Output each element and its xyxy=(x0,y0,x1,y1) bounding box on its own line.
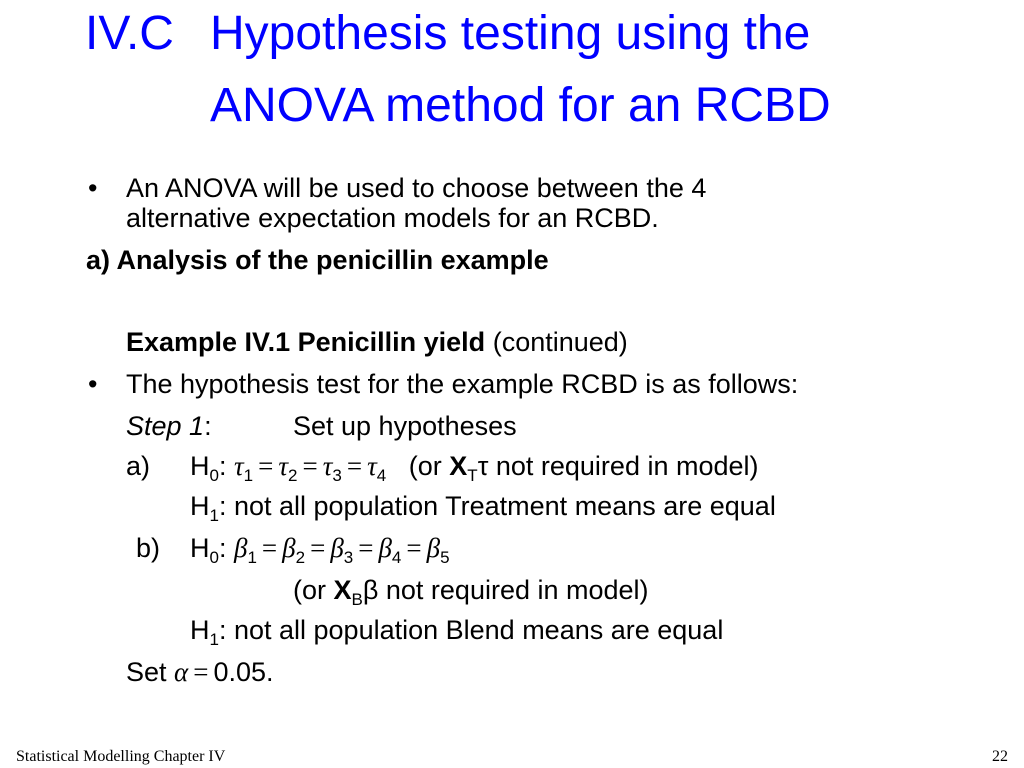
bullet2-text: The hypothesis test for the example RCBD is as follows: xyxy=(126,369,799,399)
page-title-line-2: ANOVA method for an RCBD xyxy=(210,79,831,132)
page-title-line-1: Hypothesis testing using the xyxy=(210,7,811,60)
hyp-a-label: a) xyxy=(126,451,151,481)
alpha-line: Set α = 0.05. xyxy=(126,657,274,687)
step-text: Set up hypotheses xyxy=(293,411,517,441)
hyp-a-h1: $H_1$: not all population Treatment means are equal xyxy=(190,491,776,525)
example-heading xyxy=(126,326,628,358)
hyp-b-label: b) xyxy=(136,533,161,563)
bullet-marker: • xyxy=(88,369,98,399)
footer-course-label: Statistical Modelling Chapter IV xyxy=(16,748,226,765)
section-heading: a) Analysis of the penicillin example xyxy=(86,245,549,275)
hyp-a-h0: $H_0$: $\tau_1 = \tau_2 = \tau_3 = \tau_4$ (or $X_T\tau$ not required in model) xyxy=(190,451,759,485)
title-number: IV.C xyxy=(85,7,174,60)
bullet1-line1: An ANOVA will be used to choose between the 4 xyxy=(126,173,707,203)
example-title: Example IV.1 Penicillin yield xyxy=(126,327,486,357)
hyp-b-or-note: (or $X_B\beta$ not required in model) xyxy=(293,575,649,609)
page-number: 22 xyxy=(992,748,1008,765)
bullet1-line2: alternative expectation models for an RCBD. xyxy=(126,203,659,233)
example-continued: (continued) xyxy=(492,327,628,357)
hyp-b-h0: $H_0$: $\beta_1 = \beta_2 = \beta_3 = \beta_4 = \beta_5$ xyxy=(190,533,450,567)
hyp-b-h1: $H_1$: not all population Blend means are equal xyxy=(190,615,724,649)
step-label: Step 1: xyxy=(126,411,212,441)
bullet-marker: • xyxy=(88,173,98,203)
